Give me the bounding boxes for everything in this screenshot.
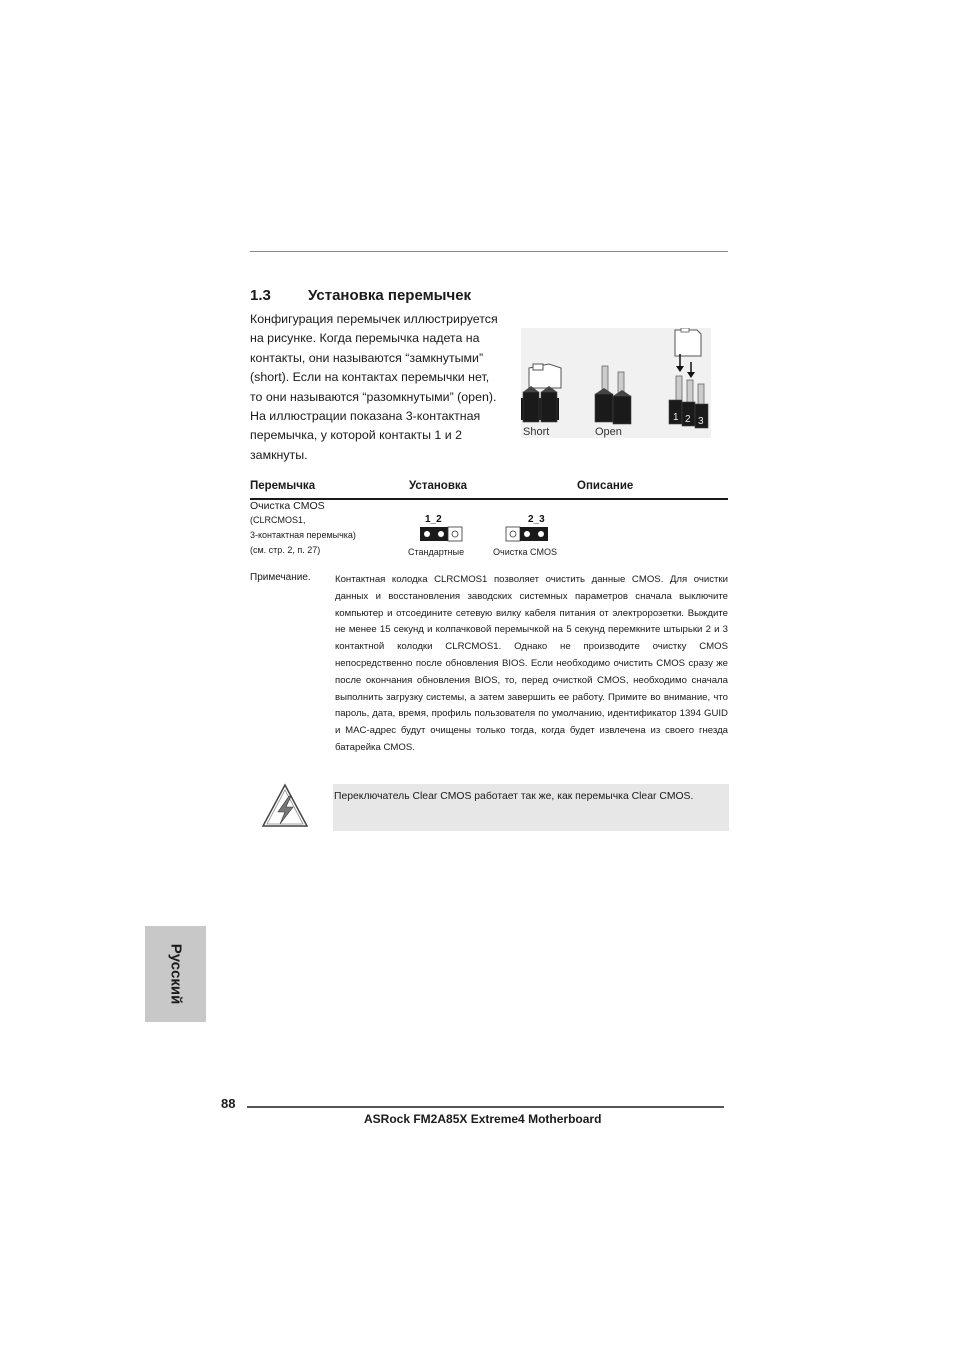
jumper-name: Очистка CMOS bbox=[250, 500, 325, 512]
page-number: 88 bbox=[221, 1096, 236, 1111]
warning-triangle-icon bbox=[260, 782, 310, 830]
jumper-illustration-svg bbox=[521, 328, 711, 438]
setting-pins-label: 1_2 bbox=[425, 514, 442, 525]
language-label: Русский bbox=[167, 943, 184, 1005]
intro-line: контакты, они называются “замкнутыми” bbox=[250, 350, 484, 365]
warning-text: Переключатель Clear CMOS работает так же, как перемычка Clear CMOS. bbox=[334, 791, 694, 802]
footer-title: ASRock FM2A85X Extreme4 Motherboard bbox=[364, 1112, 602, 1126]
column-header-jumper: Перемычка bbox=[250, 480, 316, 492]
note-text: Контактная колодка CLRCMOS1 позволяет очистить данные CMOS. Для очистки данных и восстановления заводских системных параметров сначала выключите компьютер и отсоедините сетевую вилку кабеля питания от электророзетки. Выждите не менее 15 секунд и колпачковой перемычкой на 5 секунд перемкните штырьки 2 и 3 контактной колодки CLRCMOS1. Однако не производите очистку CMOS непосредственно после обновления BIOS. Если необходимо очистить CMOS сразу же после окончания обновления BIOS, то, перед очисткой CMOS, необходимо сначала выполнить загрузку системы, а затем завершить ее работу. Примите во внимание, что пароль, дата, время, профиль пользователя по умолчанию, идентификатор 1394 GUID и MAC-адрес будут очищены только тогда, когда будет извлечена из своего гнезда батарейка CMOS. bbox=[335, 574, 728, 753]
section-heading bbox=[250, 287, 471, 304]
section-number: 1.3 bbox=[250, 287, 271, 304]
intro-line: на рисунке. Когда перемычка надета на bbox=[250, 331, 480, 346]
column-header-description: Описание bbox=[577, 480, 634, 492]
warning-icon bbox=[260, 782, 310, 830]
default-setting-graphic bbox=[420, 527, 462, 541]
language-side-tab bbox=[145, 926, 206, 1022]
jumper-settings bbox=[400, 510, 570, 560]
jumper-type: 3-контактная перемычка) bbox=[250, 530, 356, 540]
default-setting-label: Стандартные bbox=[408, 547, 465, 557]
open-jumper-graphic bbox=[595, 366, 631, 424]
open-label: Open bbox=[595, 426, 622, 438]
top-divider bbox=[250, 251, 728, 252]
pin-number: 3 bbox=[698, 416, 704, 427]
intro-line: то они называются “разомкнутыми” (open). bbox=[250, 389, 497, 404]
footer-divider bbox=[247, 1106, 724, 1108]
clear-cmos-setting-graphic bbox=[506, 527, 548, 541]
intro-paragraph bbox=[250, 310, 512, 465]
jumper-illustration bbox=[521, 328, 711, 438]
jumper-settings-svg bbox=[400, 510, 570, 560]
short-label: Short bbox=[523, 426, 550, 438]
table-header bbox=[250, 480, 728, 500]
section-title: Установка перемычек bbox=[308, 287, 472, 304]
setting-pins-label: 2_3 bbox=[528, 514, 545, 525]
intro-line: перемычка, у которой контакты 1 и 2 bbox=[250, 428, 463, 443]
intro-line: замкнуты. bbox=[250, 447, 308, 462]
intro-line: На иллюстрации показана 3-контактная bbox=[250, 409, 481, 424]
note-label: Примечание. bbox=[250, 572, 311, 583]
jumper-reference: (см. стр. 2, п. 27) bbox=[250, 545, 321, 555]
table-row-jumper-cell bbox=[250, 500, 356, 558]
intro-line: Конфигурация перемычек иллюстрируется bbox=[250, 312, 498, 326]
intro-line: (short). Если на контактах перемычки нет, bbox=[250, 370, 490, 385]
short-jumper-graphic bbox=[521, 364, 561, 422]
column-header-setting: Установка bbox=[409, 480, 468, 492]
pin-number: 2 bbox=[685, 414, 691, 425]
clear-cmos-setting-label: Очистка CMOS bbox=[493, 547, 557, 557]
jumper-id: (CLRCMOS1, bbox=[250, 515, 306, 525]
pin-number: 1 bbox=[673, 412, 679, 423]
